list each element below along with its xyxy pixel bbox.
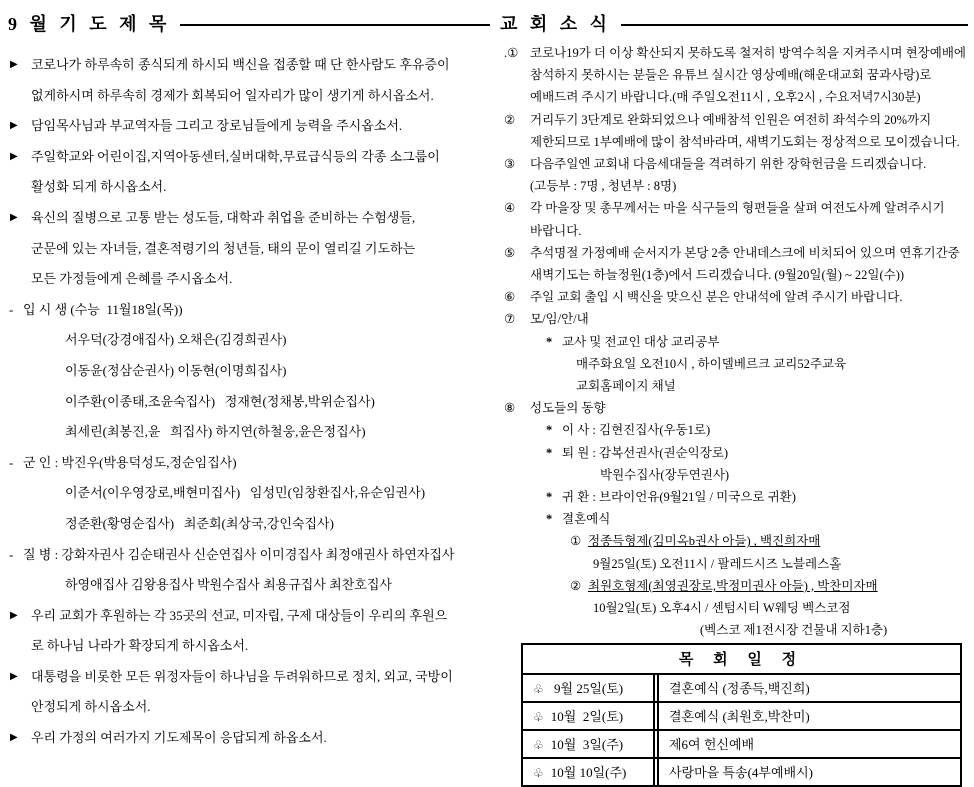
prayer-text: 없게하시며 하루속히 경제가 회복되어 일자리가 많이 생기게 하시옵소서.	[31, 87, 434, 103]
schedule-event-cell: 결혼예식 (정종득,백진희)	[657, 675, 960, 701]
schedule-date-cell	[523, 703, 655, 729]
schedule-date-cell	[523, 759, 655, 785]
table-row	[523, 673, 960, 701]
asterisk-bullet: *	[546, 445, 553, 460]
clover-icon: ♧	[533, 766, 544, 780]
clover-icon: ♧	[533, 710, 544, 724]
news-subline	[500, 464, 968, 486]
news-subline	[500, 353, 968, 375]
news-line-member-updates	[500, 397, 968, 419]
news-line	[500, 220, 968, 242]
prayer-topics-section	[8, 10, 490, 754]
news-line	[500, 264, 968, 286]
wedding-detail-text: 10월2일(토) 오후4시 / 센텀시티 W웨딩 벡스코점	[593, 601, 851, 616]
name-list-line	[8, 387, 490, 418]
news-text: 결혼예식	[562, 512, 611, 527]
table-row	[523, 757, 960, 785]
news-line	[500, 64, 968, 86]
asterisk-bullet: *	[546, 512, 553, 527]
news-text: 예배드려 주시기 바랍니다.(매 주일오전11시 , 오후2시 , 수요저녁7시30분)	[530, 90, 921, 105]
names-text: 최세린(최봉진,윤 희집사) 하지연(하철웅,윤은정집사)	[65, 424, 366, 440]
prayer-topics-header	[8, 10, 490, 36]
news-subline	[500, 331, 968, 353]
prayer-line	[8, 631, 490, 662]
schedule-date-cell	[523, 675, 655, 701]
arrow-bullet-icon: ▶	[10, 120, 18, 132]
dash-bullet: -	[9, 301, 14, 317]
asterisk-bullet: *	[546, 334, 553, 349]
circled-number: ①	[570, 534, 582, 549]
news-line	[500, 242, 968, 264]
news-line	[500, 109, 968, 131]
wedding-couple-text: 최원호형제(최영권장로,박정미권사 아들) , 박찬미자매	[588, 578, 878, 593]
arrow-bullet-icon: ▶	[10, 211, 18, 223]
prayer-line	[8, 111, 490, 142]
prayer-text: 모든 가정들에게 은혜를 주시옵소서.	[31, 271, 233, 287]
header-rule	[180, 24, 490, 26]
news-text: 교사 및 전교인 대상 교리공부	[562, 334, 720, 349]
schedule-event-cell: 사랑마을 특송(4부예배시)	[657, 759, 960, 785]
names-text: 서우덕(강경애집사) 오채은(김경희권사)	[65, 332, 287, 348]
news-line	[500, 131, 968, 153]
church-news-header	[500, 10, 968, 36]
prayer-line	[8, 264, 490, 295]
names-text: 정준환(황영순집사) 최준회(최상국,강인숙집사)	[65, 515, 334, 531]
prayer-text: 군 인 : 박진우(박용덕성도,정순임집사)	[23, 454, 237, 470]
asterisk-bullet: *	[546, 423, 553, 438]
news-text: 거리두기 3단계로 완화되었으나 예배참석 인원은 여전히 좌석수의 20%까지	[530, 112, 932, 127]
prayer-line	[8, 234, 490, 265]
names-text: 이준서(이우영장로,배현미집사) 임성민(임창환집사,유순임권사)	[65, 485, 426, 501]
prayer-line	[8, 692, 490, 723]
news-text: 제한되므로 1부예배에 많이 참석바라며, 새벽기도회는 정상적으로 모이겠습니다.	[530, 134, 960, 149]
prayer-text: 우리 교회가 후원하는 각 35곳의 선교, 미자립, 구제 대상들이 우리의 후원으	[31, 607, 448, 623]
prayer-text: 주일학교와 어린이집,지역아동센터,실버대학,무료급식등의 각종 소그룹이	[31, 148, 440, 164]
news-text: 추석명절 가정예배 순서지가 본당 2층 안내데스크에 비치되어 있으며 연휴기간중	[530, 245, 960, 260]
schedule-table-title: 목 회 일 정	[678, 652, 805, 668]
news-subline	[500, 375, 968, 397]
news-text: 박원수집사(장두연권사)	[600, 467, 730, 482]
clover-icon: ♧	[533, 738, 544, 752]
schedule-date: 9월 25일(토)	[550, 681, 624, 696]
news-text: 바랍니다.	[530, 223, 582, 238]
pastoral-schedule-table	[521, 643, 962, 787]
circled-number: ③	[504, 157, 516, 172]
arrow-bullet-icon: ▶	[10, 609, 18, 621]
news-subline-discharge	[500, 442, 968, 464]
schedule-date: 10월 10일(주)	[550, 765, 627, 780]
arrow-bullet-icon: ▶	[10, 670, 18, 682]
prayer-text: 우리 가정의 여러가지 기도제목이 응답되게 하옵소서.	[31, 730, 327, 746]
news-text: 새벽기도는 하늘정원(1층)에서 드리겠습니다. (9월20일(월) ~ 22일(수))	[530, 268, 905, 283]
news-text: 참석하지 못하시는 분들은 유튜브 실시간 영상예배(해운대교회 꿈과사랑)로	[530, 68, 932, 83]
circled-number: ④	[504, 201, 516, 216]
prayer-text: 안정되게 하시옵소서.	[31, 699, 151, 715]
name-list-line	[8, 356, 490, 387]
news-line	[500, 86, 968, 108]
wedding-detail-line	[500, 553, 968, 575]
prayer-subheading-illness	[8, 540, 490, 571]
schedule-event-cell: 제6여 헌신예배	[657, 731, 960, 757]
wedding-venue-note	[500, 619, 968, 641]
arrow-bullet-icon: ▶	[10, 59, 18, 70]
news-line	[500, 197, 968, 219]
news-text: 이 사 : 김현진집사(우동1로)	[562, 423, 711, 438]
arrow-bullet-icon: ▶	[10, 150, 18, 162]
circled-number: ⑥	[504, 290, 516, 305]
prayer-line	[8, 81, 490, 112]
news-text: 퇴 원 : 감복선권사(권순익장로)	[562, 445, 729, 460]
schedule-date-cell	[523, 731, 655, 757]
names-text: 하영애집사 김왕용집사 박원수집사 최용규집사 최찬호집사	[65, 577, 392, 593]
news-text: 코로나19가 더 이상 확산되지 못하도록 철저히 방역수칙을 지켜주시며 현장예배에	[530, 46, 966, 60]
table-row	[523, 729, 960, 757]
name-list-line	[8, 570, 490, 601]
prayer-line	[8, 142, 490, 173]
prayer-line	[8, 50, 490, 81]
asterisk-bullet: *	[546, 490, 553, 505]
circled-number: .①	[504, 46, 519, 60]
news-line	[500, 42, 968, 64]
name-list-line	[8, 325, 490, 356]
wedding-line	[500, 575, 968, 597]
prayer-subheading-students	[8, 295, 490, 326]
dash-bullet: -	[9, 454, 14, 470]
prayer-text: 질 병 : 강화자권사 김순태권사 신순연집사 이미경집사 최정애권사 하연자집사	[23, 546, 455, 562]
prayer-text: 로 하나님 나라가 확장되게 하시옵소서.	[31, 638, 249, 654]
names-text: 이주환(이종태,조윤숙집사) 정재현(정채봉,박위순집사)	[65, 393, 375, 409]
prayer-topics-title: 9 월 기 도 제 목	[8, 14, 171, 34]
prayer-text: 대통령을 비롯한 모든 위정자들이 하나님을 두려워하므로 정치, 외교, 국방이	[31, 668, 453, 684]
news-text: 주일 교회 출입 시 백신을 맞으신 분은 안내석에 알려 주시기 바랍니다.	[530, 290, 903, 305]
news-text: 교회홈페이지 채널	[576, 379, 676, 394]
church-news-title: 교 회 소 식	[500, 14, 612, 34]
prayer-text: 육신의 질병으로 고통 받는 성도들, 대학과 취업을 준비하는 수험생들,	[31, 209, 416, 225]
news-text: 각 마을장 및 총무께서는 마을 식구들의 형편들을 살펴 여전도사께 알려주시기	[530, 201, 945, 216]
name-list-line	[8, 478, 490, 509]
news-text: 모/임/안/내	[530, 312, 589, 327]
prayer-text: 군문에 있는 자녀들, 결혼적령기의 청년들, 태의 문이 열리길 기도하는	[31, 240, 416, 256]
name-list-line	[8, 509, 490, 540]
prayer-line	[8, 601, 490, 632]
names-text: 이동윤(정삼순권사) 이동현(이명희집사)	[65, 362, 287, 378]
news-line	[500, 153, 968, 175]
wedding-couple-text: 정종득형제(김미옥b권사 아들) , 백진희자매	[588, 534, 821, 549]
news-subline-weddings	[500, 508, 968, 530]
circled-number: ⑦	[504, 312, 516, 327]
clover-icon: ♧	[533, 682, 544, 696]
circled-number: ⑤	[504, 245, 516, 260]
prayer-line	[8, 203, 490, 234]
news-subline-move	[500, 419, 968, 441]
prayer-line	[8, 172, 490, 203]
news-text: 성도들의 동향	[530, 401, 606, 416]
prayer-line	[8, 662, 490, 693]
prayer-line	[8, 723, 490, 754]
circled-number: ②	[504, 112, 516, 127]
prayer-text: 활성화 되게 하시옵소서.	[31, 179, 167, 195]
arrow-bullet-icon: ▶	[10, 732, 18, 744]
dash-bullet: -	[9, 546, 14, 562]
prayer-text: 코로나가 하루속히 종식되게 하시되 백신을 접종할 때 단 한사람도 후유증이	[31, 57, 450, 72]
header-rule	[621, 24, 968, 26]
table-row	[523, 701, 960, 729]
wedding-detail-line	[500, 597, 968, 619]
circled-number: ⑧	[504, 401, 516, 416]
name-list-line	[8, 417, 490, 448]
wedding-line	[500, 530, 968, 552]
news-subline-return	[500, 486, 968, 508]
news-line	[500, 286, 968, 308]
prayer-text: 담임목사님과 부교역자들 그리고 장로님들에게 능력을 주시옵소서.	[31, 118, 403, 134]
news-text: 매주화요일 오전10시 , 하이델베르크 교리52주교육	[576, 356, 847, 371]
news-line-meetings	[500, 308, 968, 330]
news-text: 다음주일엔 교회내 다음세대들을 격려하기 위한 장학헌금을 드리겠습니다.	[530, 157, 927, 172]
church-news-section	[500, 10, 968, 641]
schedule-date: 10월 3일(주)	[550, 737, 624, 752]
prayer-subheading-soldiers	[8, 448, 490, 479]
wedding-detail-text: 9월25일(토) 오전11시 / 팔레드시즈 노블레스홀	[593, 556, 842, 571]
news-text: 귀 환 : 브라이언유(9월21일 / 미국으로 귀환)	[562, 490, 796, 505]
circled-number: ②	[570, 578, 582, 593]
schedule-event-cell: 결혼예식 (최원호,박찬미)	[657, 703, 960, 729]
wedding-venue-text: (벡스코 제1전시장 건물내 지하1층)	[700, 623, 888, 638]
news-line	[500, 175, 968, 197]
news-text: (고등부 : 7명 , 청년부 : 8명)	[530, 179, 677, 194]
schedule-date: 10월 2일(토)	[550, 709, 624, 724]
prayer-text: 입 시 생 (수능 11월18일(목))	[23, 301, 183, 317]
